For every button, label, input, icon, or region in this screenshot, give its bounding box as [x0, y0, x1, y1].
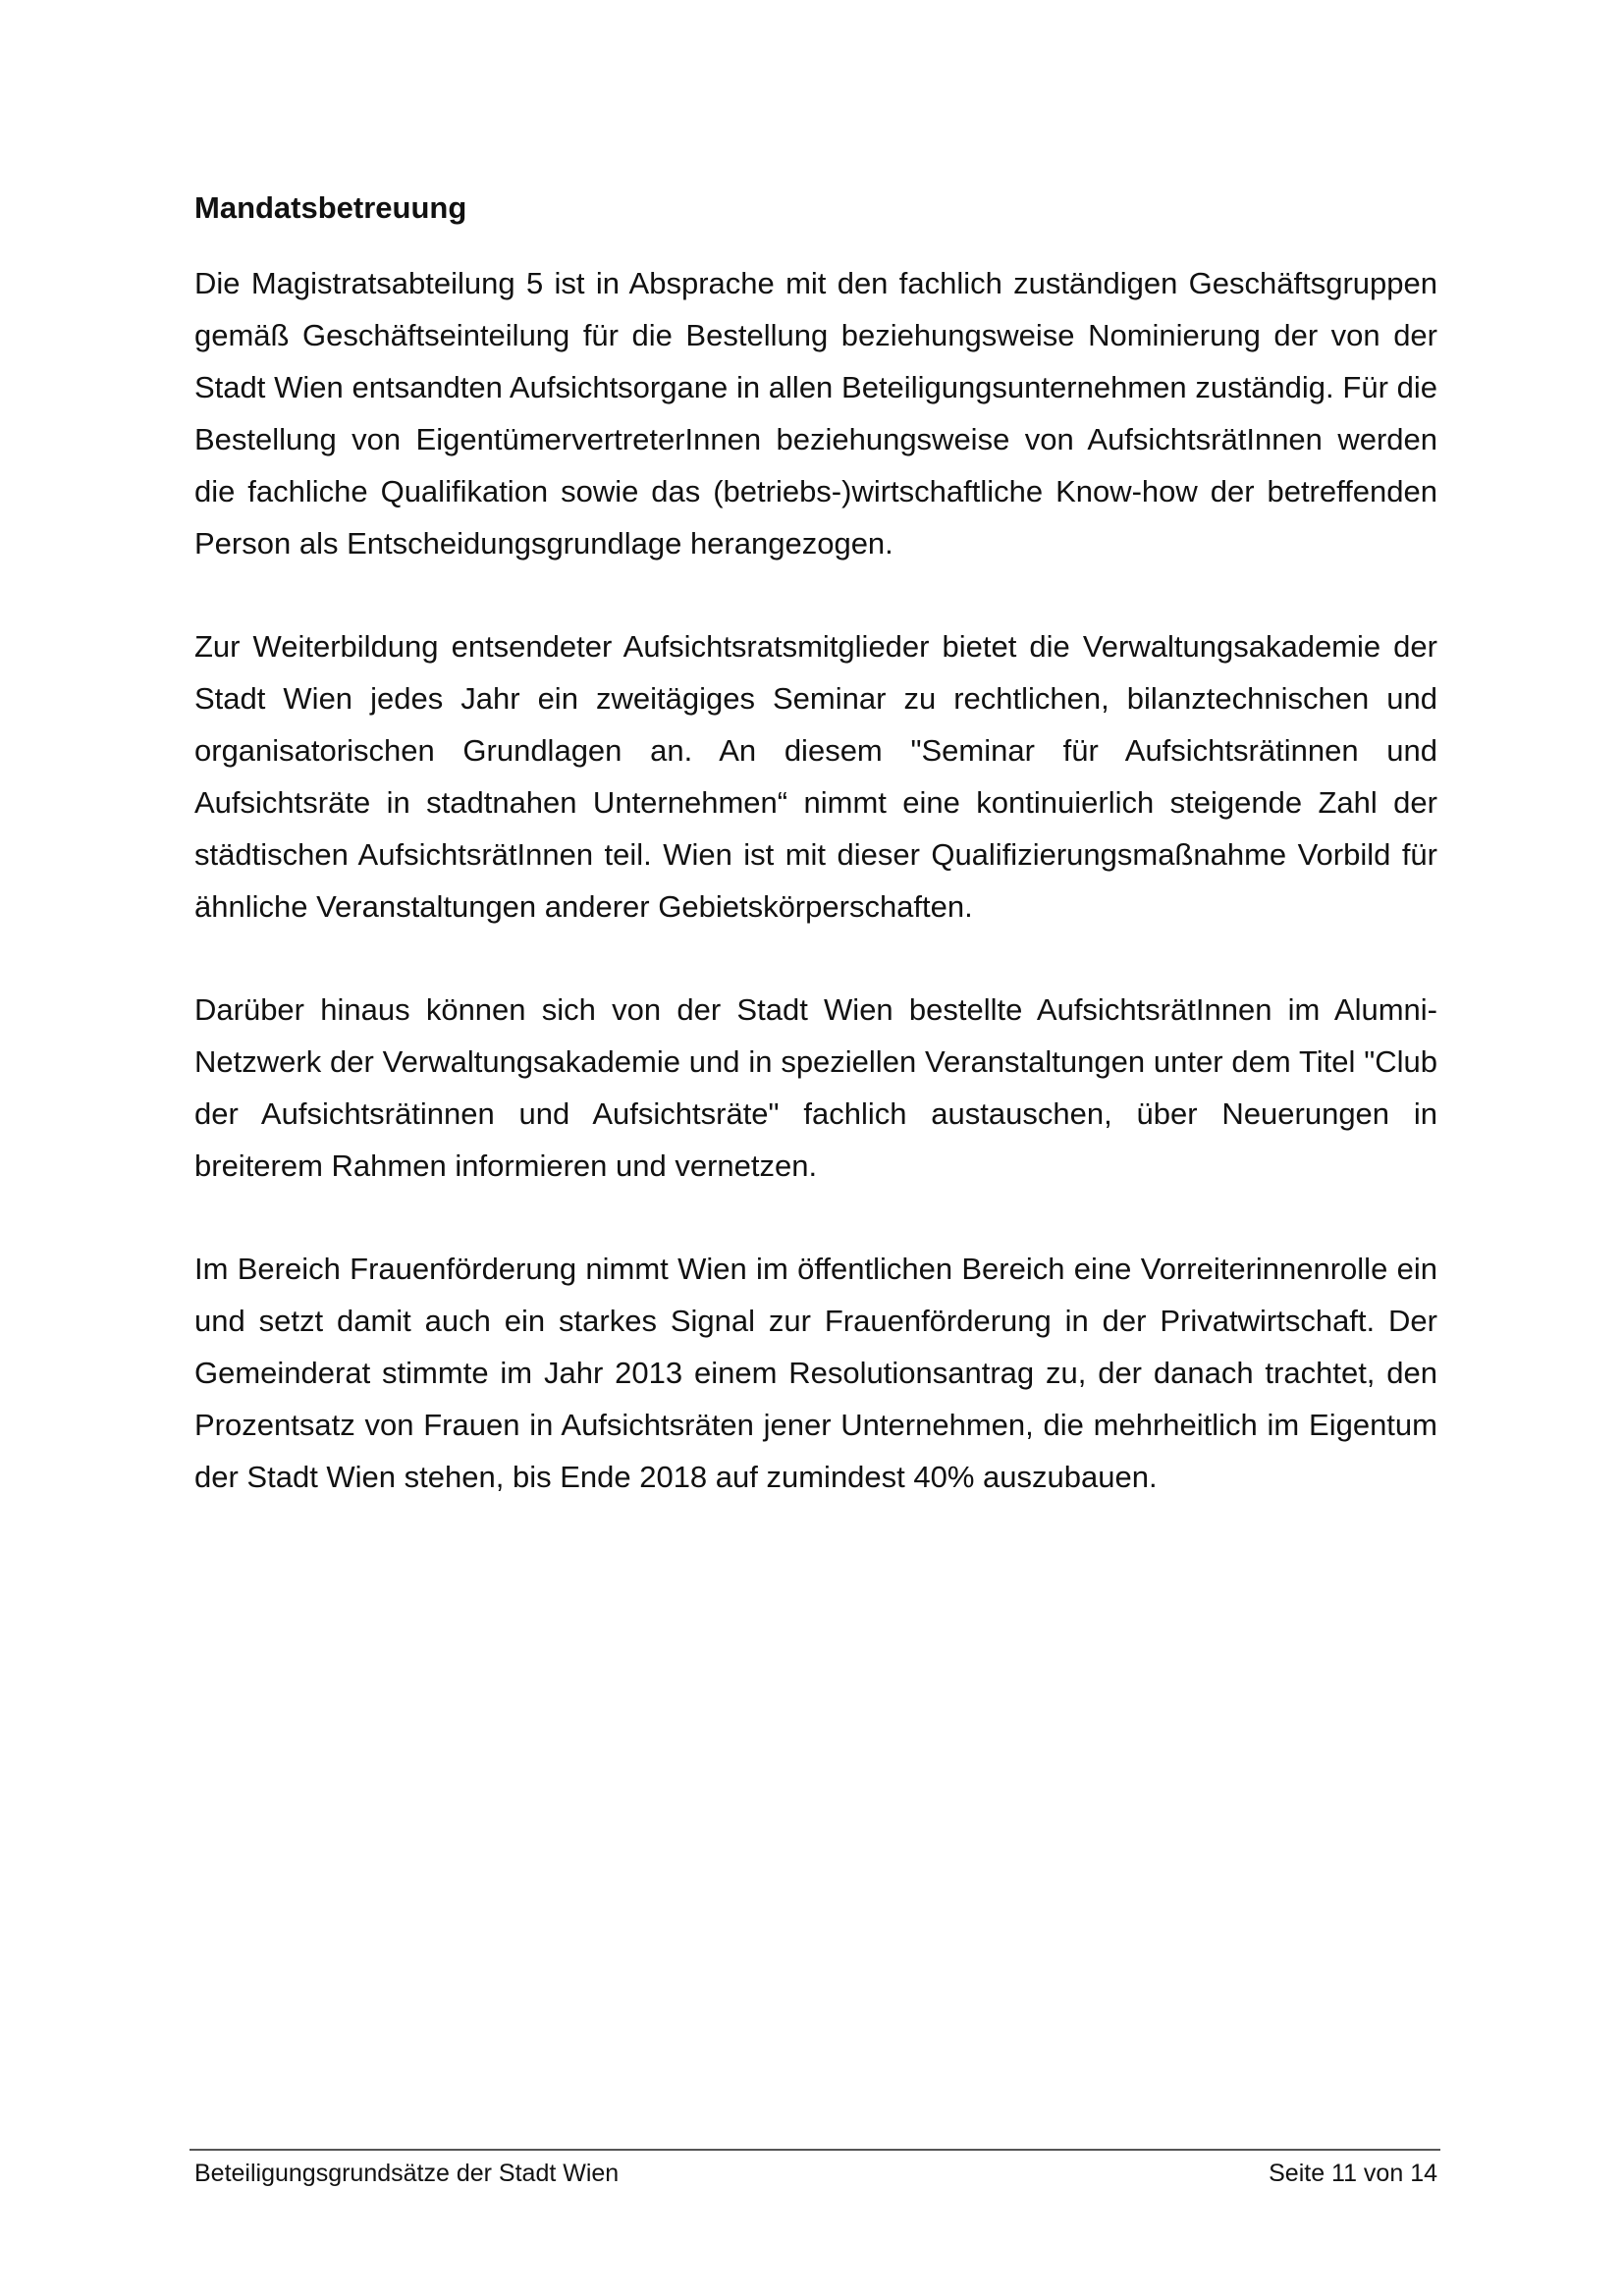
section-heading: Mandatsbetreuung	[194, 190, 467, 225]
footer-divider	[189, 2149, 1440, 2151]
paragraph-mandate-appointment: Die Magistratsabteilung 5 ist in Absprache mit den fachlich zuständigen Geschäftsgruppen gemäß Geschäftseinteilung für die Bestellung beziehungsweise Nominierung der von der Stadt Wien entsandten Aufsichtsorgane in allen Beteiligungsunternehmen zuständig. Für die Bestellung von EigentümervertreterInnen beziehungsweise von AufsichtsrätInnen werden die fachliche Qualifikation sowie das (betriebs-)wirtschaftliche Know-how der betreffenden Person als Entscheidungsgrundlage herangezogen.	[194, 266, 1437, 561]
page-content	[194, 188, 1437, 1554]
footer-document-title: Beteiligungsgrundsätze der Stadt Wien	[194, 2160, 620, 2187]
paragraph-women-promotion: Im Bereich Frauenförderung nimmt Wien im öffentlichen Bereich eine Vorreiterinnenrolle ein und setzt damit auch ein starkes Signal zur Frauenförderung in der Privatwirtschaft. Der Gemeinderat stimmte im Jahr 2013 einem Resolutionsantrag zu, der danach trachtet, den Prozentsatz von Frauen in Aufsichtsräten jener Unternehmen, die mehrheitlich im Eigentum der Stadt Wien stehen, bis Ende 2018 auf zumindest 40% auszubauen.	[194, 1252, 1437, 1494]
footer-page-number: Seite 11 von 14	[1269, 2160, 1437, 2187]
page-footer	[194, 2158, 1437, 2189]
paragraph-training-seminar: Zur Weiterbildung entsendeter Aufsichtsratsmitglieder bietet die Verwaltungsakademie der Stadt Wien jedes Jahr ein zweitägiges Seminar zu rechtlichen, bilanztechnischen und organisatorischen Grundlagen an. An diesem "Seminar für Aufsichtsrätinnen und Aufsichtsräte in stadtnahen Unternehmen“ nimmt eine kontinuierlich steigende Zahl der städtischen AufsichtsrätInnen teil. Wien ist mit dieser Qualifizierungsmaßnahme Vorbild für ähnliche Veranstaltungen anderer Gebietskörperschaften.	[194, 629, 1437, 924]
paragraph-alumni-network: Darüber hinaus können sich von der Stadt Wien bestellte AufsichtsrätInnen im Alumni-Netzwerk der Verwaltungsakademie und in speziellen Veranstaltungen unter dem Titel "Club der Aufsichtsrätinnen und Aufsichtsräte" fachlich austauschen, über Neuerungen in breiterem Rahmen informieren und vernetzen.	[194, 992, 1437, 1183]
